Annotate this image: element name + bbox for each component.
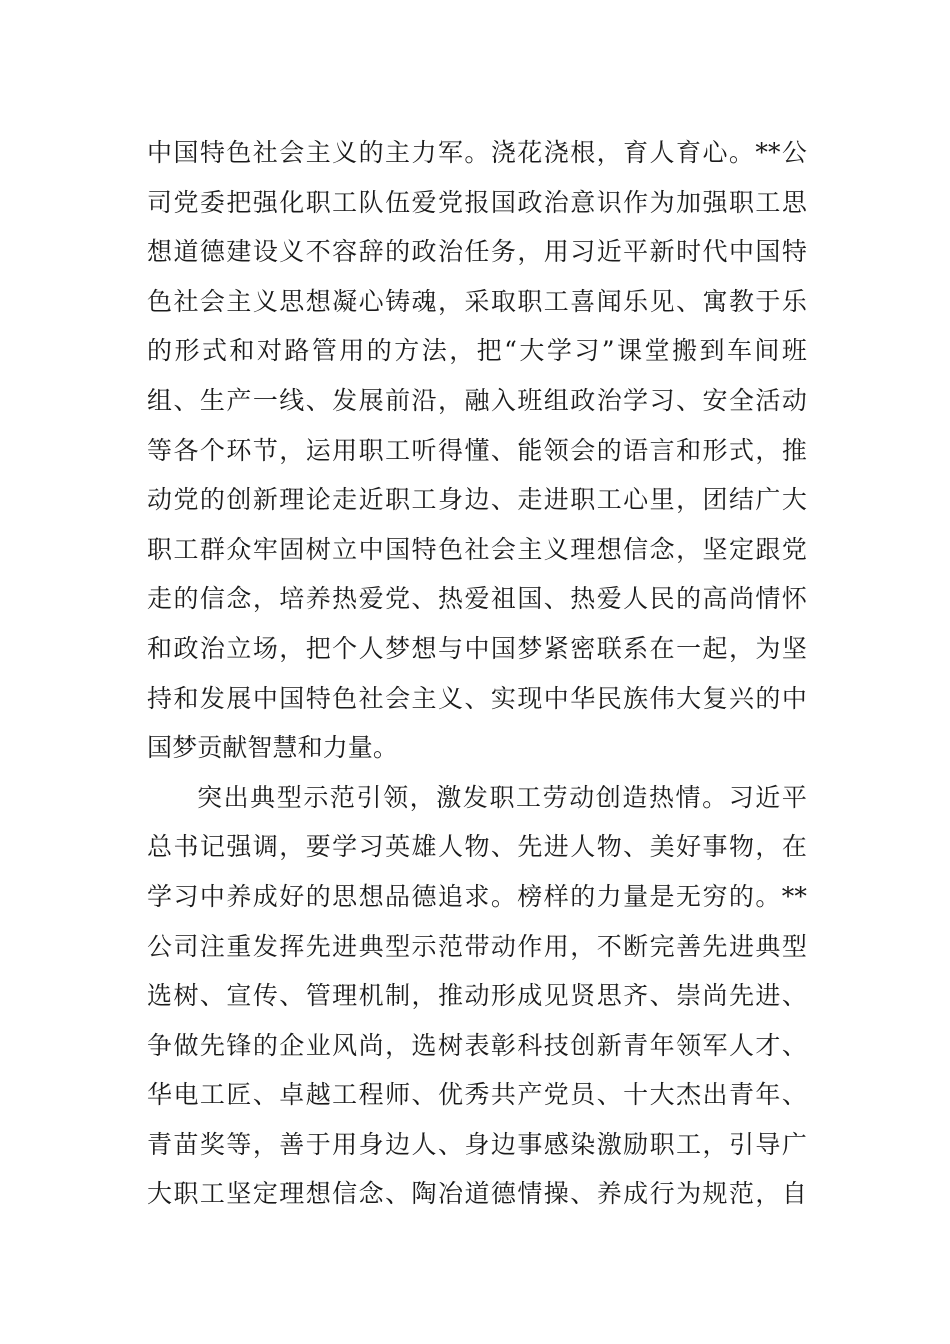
text-line: 青苗奖等，善于用身边人、身边事感染激励职工，引导广 [147,1129,807,1159]
text-line: 的形式和对路管用的方法，把“大学习”课堂搬到车间班 [147,336,807,366]
text-line: 持和发展中国特色社会主义、实现中华民族伟大复兴的中 [147,683,807,713]
text-line: 国梦贡献智慧和力量。 [147,733,399,763]
text-line: 选树、宣传、管理机制，推动形成见贤思齐、崇尚先进、 [147,981,807,1011]
text-line: 组、生产一线、发展前沿，融入班组政治学习、安全活动 [147,385,807,415]
text-line: 争做先锋的企业风尚，选树表彰科技创新青年领军人才、 [147,1030,807,1060]
text-line: 和政治立场，把个人梦想与中国梦紧密联系在一起，为坚 [147,633,807,663]
text-line: 走的信念，培养热爱党、热爱祖国、热爱人民的高尚情怀 [147,584,807,614]
text-line: 色社会主义思想凝心铸魂，采取职工喜闻乐见、寓教于乐 [147,286,807,316]
text-line: 动党的创新理论走近职工身边、走进职工心里，团结广大 [147,485,807,515]
text-line: 突出典型示范引领，激发职工劳动创造热情。习近平 [197,782,807,812]
body-text [147,128,807,1219]
text-line: 中国特色社会主义的主力军。浇花浇根，育人育心。**公 [147,138,807,167]
text-line: 公司注重发挥先进典型示范带动作用，不断完善先进典型 [147,931,807,961]
paragraph-2 [147,773,807,1219]
text-line: 司党委把强化职工队伍爱党报国政治意识作为加强职工思 [147,187,807,217]
text-line: 职工群众牢固树立中国特色社会主义理想信念，坚定跟党 [147,534,807,564]
text-line: 等各个环节，运用职工听得懂、能领会的语言和形式，推 [147,435,807,465]
text-line: 总书记强调，要学习英雄人物、先进人物、美好事物，在 [147,832,807,862]
text-line: 华电工匠、卓越工程师、优秀共产党员、十大杰出青年、 [147,1080,807,1110]
text-line: 大职工坚定理想信念、陶冶道德情操、养成行为规范，自 [147,1179,807,1209]
text-line: 想道德建设义不容辞的政治任务，用习近平新时代中国特 [147,237,807,267]
paragraph-1 [147,128,807,773]
text-line: 学习中养成好的思想品德追求。榜样的力量是无穷的。** [147,881,807,911]
